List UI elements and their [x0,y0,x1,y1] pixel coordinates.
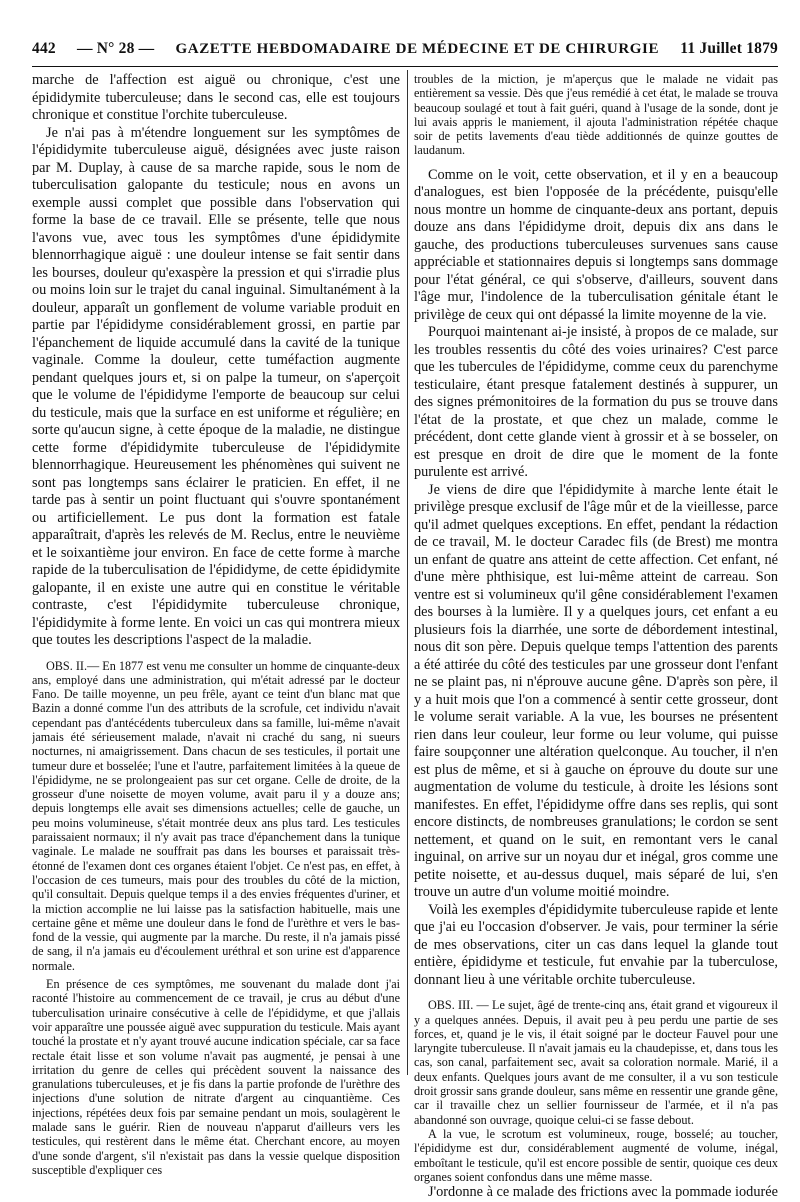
observation-2: OBS. II.— En 1877 est venu me consulter un homme de cinquante-deux ans, employé dans une administration, qui m'était adressé par le docteur Fano. De taille moyenne, un peu frêle, ayant ce teint d'un blanc mat que Bazin a donné comme l'un des attributs de la scrofule, cet individu n'avait cependant pas d'antécédents tuberculeux dans sa famille, lui-même n'avait jamais été sérieusement malade, n'avait ni craché du sang, ni sueurs nocturnes, ni amaigrissement. Dans chacun de ses testicules, il portait une tumeur dure et bosselée; l'une et l'autre, parfaitement limitées à la queue de l'épididyme, ne se prolongeaient pas sur cet organe. Celle de droite, de la grosseur d'une noisette de moyen volume, avait paru il y a douze ans; depuis longtemps elle avait ses dimensions actuelles; celle de gauche, un peu moins volumineuse, s'était montrée deux ans plus tard. Les testicules paraissaient normaux; il n'y avait pas trace d'épanchement dans la tunique vaginale. Le malade ne souffrait pas dans les bourses et paraissait très-étonné de l'examen dont ces organes étaient l'objet. Ce n'est pas, en effet, à l'occasion de ces tumeurs, mais pour des troubles du côté de la miction, qu'il consultait. Depuis quelque temps il a des envies fréquentes d'uriner, et la miction accomplie ne lui laisse pas la satisfaction habituelle, mais une certaine gêne et même une douleur dans le fond de l'urèthre et vers le bas-fond de la vessie, qui augmente par la marche. Du reste, il n'a jamais pissé de sang, il n'a jamais eu d'écoulement uréthral et son urine est d'apparence normale. [32,658,400,973]
paragraph: Pourquoi maintenant ai-je insisté, à propos de ce malade, sur les troubles ressentis du côté des voies urinaires? C'est parce que les tubercules de l'épididyme, comme ceux du parenchyme testiculaire, étant presque fatalement destinés à suppurer, un des signes prémonitoires de la formation du pus se trouve dans l'état de la prostate, et que chez un malade, comme le précédent, dont cette glande vient à grossir et à se bosseler, on est presque en droit de dire que le moment de la fonte purulente est arrivé. [414,324,778,481]
header-rule [32,66,778,67]
paragraph: marche de l'affection est aiguë ou chronique, c'est une épididymite tuberculeuse; dans le second cas, elle est toujours chronique et constitue l'orchite tuberculeuse. [32,72,400,123]
paragraph: J'ordonne à ce malade des frictions avec la pommade iodurée [428,1184,778,1201]
observation-3-continued: A la vue, le scrotum est volumineux, rouge, bosselé; au toucher, l'épididyme est dur, considérablement augmenté de volume, inégal, emboîtant le testicule, qu'il est encore possible de sentir, quoique ces deux organes soient confondus dans une même masse. [414,1126,778,1184]
paragraph: Je n'ai pas à m'étendre longuement sur les symptômes de l'épididymite tuberculeuse aiguë, désignées avec juste raison par M. Duplay, à cause de sa marche rapide, sous le nom de tuberculisation galopante du testicule; nous en avons un exemple aussi complet que possible dans l'observation qui forme la base de ce travail. Elle se présente, telle que nous l'avons vue, avec tous les symptômes d'une épididymite blennorrhagique aiguë : une douleur intense se fait sentir dans les bourses, douleur qu'exaspère la pression et qui s'irradie plus ou moins loin sur le trajet du canal inguinal. Simultanément à la douleur, apparaît un gonflement de volume variable produit en partie par l'épididyme considérablement grossi, en partie par l'épanchement de liquide accumulé dans la cavité de la tunique vaginale. Comme la douleur, cette tuméfaction augmente pendant quelques jours et, si on palpe la tumeur, on s'aperçoit que le volume de l'épididyme l'emporte de beaucoup sur celui du testicule, mais que la surface en est uniforme et régulière; en sorte qu'aucun signe, à cette époque de la maladie, ne distingue cette forme d'épididymite tuberculeuse de l'épididymite blennorrhagique. Heureusement les phénomènes qui suivent ne sont pas longtemps sans éclairer le praticien. En effet, il ne tarde pas à sentir un point fluctuant qui s'ouvre spontanément ou artificiellement. Le pus dont la formation est fatale apparaîtrait, d'après les relevés de M. Reclus, entre le neuvième et le soixantième jour environ. En face de cette forme à marche rapide de la tuberculisation de l'épididyme, de cette épididymite galopante, il en existe une autre qui en constitue le véritable contraste, c'est l'épididymite tuberculeuse chronique, l'épididymite à forme lente. En voici un cas qui montrera mieux que toutes les descriptions l'aspect de la maladie. [32,124,400,648]
page-number: 442 [32,40,56,57]
right-column [414,72,778,1202]
journal-title: GAZETTE HEBDOMADAIRE DE MÉDECINE ET DE CHIRURGIE [175,41,660,57]
column-divider [407,70,408,1075]
issue-date: 11 Juillet 1879 [680,40,778,57]
paragraph: Comme on le voit, cette observation, et il y en a beaucoup d'analogues, est bien l'opposée de la précédente, puisqu'elle nous montre un homme de cinquante-deux ans portant, depuis douze ans dans l'épididyme droit, depuis dix ans dans le gauche, des productions tuberculeuses survenues sans cause appréciable et stationnaires depuis si longtemps sans dommage pour l'état général, ce qui s'observe, d'ailleurs, souvent dans l'âge mur, l'indolence de la tuberculisation génitale étant le privilège de ceux qui ont dépassé la limite moyenne de la vie. [414,166,778,323]
page-header [32,40,778,62]
observation-3: OBS. III. — Le sujet, âgé de trente-cinq ans, était grand et vigoureux il y a quelques années. Depuis, il avait peu à peu perdu une partie de ses forces, et, quand je le vis, il était soigné par le docteur Fauvel pour une laryngite tuberculeuse. Il n'avait jamais eu la chaudepisse, et, dans tous les cas, son canal, parfaitement sec, avait sa coloration normale. Marié, il a deux enfants. Quelques jours avant de me consulter, il a vu son testicule droit grossir sans grande douleur, sans même en ressentir une grande gêne, car il travaille chez un sellier fournisseur de l'armée, et il n'a pas abandonné son ouvrage, quoique celui-ci se fasse debout. [414,998,778,1127]
paragraph: Voilà les exemples d'épididymite tuberculeuse rapide et lente que j'ai eu l'occasion d'observer. Je vais, pour terminer la série de mes observations, citer un cas dans lequel la glande tout entière, épididyme et testicule, fut envahie par la tuberculose, donnant lieu à une véritable orchite tuberculeuse. [414,901,778,988]
left-column [32,72,400,1177]
paragraph: Je viens de dire que l'épididymite à marche lente était le privilège presque exclusif de l'âge mûr et de la vieillesse, parce qu'il admet quelques exceptions. En effet, pendant la rédaction de ce travail, M. le docteur Caradec fils (de Brest) me montra un enfant de quatre ans atteint de cette affection. Cet enfant, né d'une mère phthisique, est lui-même atteint de carreau. Son ventre est si volumineux qu'il gêne considérablement l'examen des bourses à la lumière. Il y a quelques jours, cet enfant a eu plusieurs fois la diarrhée, une sorte de débordement intestinal, nous dit son père. Depuis quelque temps l'attention des parents a été attirée du côté des testicules par une grosseur dont l'enfant ne se plaint pas, ni n'éprouve aucune gêne. D'après son père, il y a huit mois que l'on a commencé à sentir cette grosseur, dont le volume serait variable. A la vue, les bourses ne présentent rien dans leur couleur, leur forme ou leur volume, qui puisse faire soupçonner une altération quelconque. Au toucher, il n'en est plus de même, et si à gauche on éprouve du doute sur une augmentation de volume du testicule, à droite les lésions sont manifestes. En effet, l'épididyme offre dans ses replis, qui sont encore distincts, de nombreuses granulations; le cordon se sent nettement, et quand on le suit, en remontant vers le canal inguinal, on arrive sur un noyau dur et inégal, gros comme une petite noisette, et au-dessus duquel, mais séparé de lui, s'en trouve un autre d'un volume moitié moindre. [414,481,778,901]
observation-2-end: troubles de la miction, je m'aperçus que le malade ne vidait pas entièrement sa vessie. Dès que j'eus remédié à cet état, le malade se trouva beaucoup soulagé et tout à fait guéri, quand à l'usage de la sonde, dont je lui avais appris le maniement, il ajouta l'administration répétée chaque soir de petits lavements d'eau tiède additionnés de quinze gouttes de laudanum. [414,72,778,158]
issue-number: — N° 28 — [77,40,155,57]
observation-2-continued: En présence de ces symptômes, me souvenant du malade dont j'ai raconté l'histoire au commencement de ce travail, je crus au début d'une tuberculisation urinaire consécutive à celle de l'épididyme, et que j'allais voir apparaître une poussée aiguë avec suppuration du testicule. Mais ayant touché la prostate et n'y ayant trouvé aucune indication spéciale, car sa face rectale était lisse et son volume n'avait pas augmenté, je pensai à une irritation du genre de celles qui précèdent souvent la naissance des granulations tuberculeuses, et je fis dans la partie profonde de l'urèthre des injections d'une solution de nitrate d'argent au cinquantième. Ces injections, répétées deux fois par semaine pendant un mois, soulagèrent le malade sans le guérir. Rien de nouveau n'apparut d'ailleurs vers les testicules, qui restèrent dans le même état. Cherchant encore, au moyen d'une sonde d'argent, s'il n'existait pas dans la vessie quelque disposition susceptible d'expliquer ces [32,977,400,1177]
